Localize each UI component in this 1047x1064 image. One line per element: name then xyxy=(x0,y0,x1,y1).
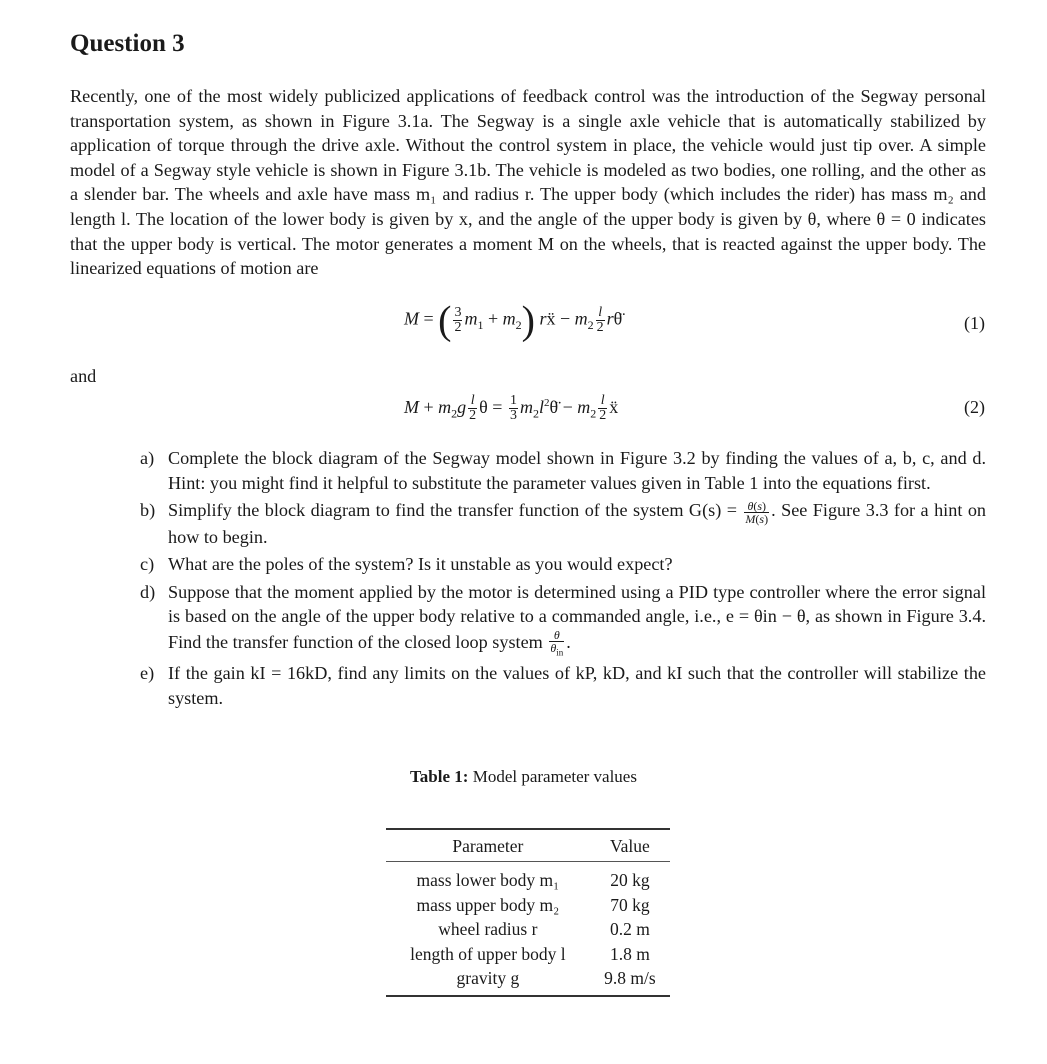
equation-2-number: (2) xyxy=(964,397,985,417)
question-text: Complete the block diagram of the Segway model shown in Figure 3.2 by finding the values of a, b, c, and d. Hint: you might find it helpful to substitute the parameter values given in Table 1 into the equations first. xyxy=(168,448,986,493)
table-row xyxy=(386,942,670,967)
and-text: and xyxy=(70,366,97,386)
table-caption xyxy=(0,767,1047,787)
value-cell: 9.8 m/s xyxy=(590,966,670,996)
parameter-cell: gravity g xyxy=(386,966,590,996)
table-row xyxy=(386,966,670,996)
table-caption-text: Model parameter values xyxy=(472,767,637,786)
question-item-b xyxy=(140,498,986,549)
question-list xyxy=(140,446,986,713)
closed-loop-fraction: $\frac{\theta}{\theta_{in}}$ xyxy=(550,627,564,658)
question-label: c) xyxy=(140,554,155,575)
question-text: What are the poles of the system? Is it unstable as you would expect? xyxy=(168,554,673,575)
question-item-a xyxy=(140,446,986,495)
question-label: e) xyxy=(140,663,155,684)
question-text-before: Suppose that the moment applied by the motor is determined using a PID type controller where the error signal is based on the angle of the upper body relative to a commanded angle, i.e., e = θin − θ, as shown in Figure 3.4. Find the transfer function of the closed loop system xyxy=(168,581,986,652)
value-cell: 1.8 m xyxy=(609,943,650,964)
question-label: d) xyxy=(140,581,156,602)
table-row xyxy=(386,862,670,893)
intro-paragraph: Recently, one of the most widely publicized applications of feedback control was the introduction of the Segway personal transportation system, as shown in Figure 3.1a. The Segway is a single axle vehicle that is automatically stabilized by application of torque through the drive axle. Without the control system in place, the vehicle would just tip over. A simple model of a Segway style vehicle is shown in Figure 3.1b. The vehicle is modeled as two bodies, one rolling, and the other as a slender bar. The wheels and axle have mass m₁ and radius r. The upper body (which includes the rider) has mass m₂ and length l. The location of the lower body is given by x, and the angle of the upper body is given by θ, where θ = 0 indicates that the upper body is vertical. The motor generates a moment M on the wheels, that is reacted against the upper body. The linearized equations of motion are xyxy=(70,86,986,279)
table-row xyxy=(386,893,670,918)
question-item-d xyxy=(140,580,986,659)
question-label: a) xyxy=(140,448,155,468)
equation-1: M = ( $\frac{3}{2}$ $m_1 + m_2$) rẍ − $m_2$ $\frac{l}{2}$ rθ̈ xyxy=(404,297,623,343)
transfer-function-fraction: $\frac{\theta(s)}{M(s)}$ xyxy=(745,498,769,526)
column-header-parameter: Parameter xyxy=(386,829,590,862)
table-row xyxy=(386,917,670,942)
question-item-c xyxy=(140,552,986,577)
table-header-row xyxy=(386,829,670,862)
equation-1-number: (1) xyxy=(964,313,985,333)
question-text-after: . See Figure 3.3 for a hint on how to begin. xyxy=(168,500,987,547)
question-text-before: Simplify the block diagram to find the transfer function of the system G(s) = xyxy=(168,500,743,521)
value-cell: 20 kg xyxy=(610,870,650,890)
table-caption-label: Table 1: xyxy=(410,767,469,786)
question-item-e xyxy=(140,661,986,710)
parameter-table xyxy=(386,828,670,997)
question-title: Question 3 xyxy=(70,30,185,57)
question-text-after: . xyxy=(566,631,571,652)
parameter-cell: length of upper body l xyxy=(410,943,566,964)
value-cell: 70 kg xyxy=(610,894,650,915)
parameter-cell: mass upper body m₂ xyxy=(416,894,560,915)
parameter-cell: mass lower body m₁ xyxy=(416,870,560,890)
question-text: If the gain kI = 16kD, find any limits on the values of kP, kD, and kI such that the controller will stabilize the system. xyxy=(168,663,986,708)
column-header-value: Value xyxy=(590,829,670,862)
value-cell: 0.2 m xyxy=(609,919,650,939)
equation-2: $M + m_2g$ $\frac{l}{2}$ θ = $\frac{1}{3}$ $m_2l^2\thetä - m_2$ $\frac{l}{2}$ ẍ xyxy=(404,393,619,424)
parameter-cell: wheel radius r xyxy=(438,919,538,939)
question-label: b) xyxy=(140,500,156,521)
